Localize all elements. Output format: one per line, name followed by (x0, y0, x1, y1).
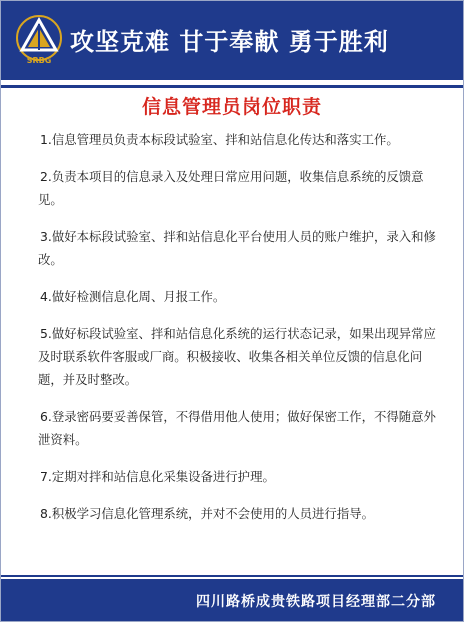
duty-item: 6.登录密码要妥善保管，不得借用他人使用；做好保密工作，不得随意外泄资料。 (38, 409, 436, 447)
duty-item: 2.负责本项目的信息录入及处理日常应用问题，收集信息系统的反馈意见。 (38, 169, 424, 207)
duty-item: 7.定期对拌和站信息化采集设备进行护理。 (40, 469, 275, 484)
duty-item: 5.做好标段试验室、拌和站信息化系统的运行状态记录，如果出现异常应及时联系软件客服或厂商。积极接收、收集各相关单位反馈的信息化问题，并及时整改。 (38, 326, 436, 387)
duty-item: 1.信息管理员负责本标段试验室、拌和站信息化传达和落实工作。 (40, 132, 399, 147)
duty-item: 8.积极学习信息化管理系统，并对不会使用的人员进行指导。 (40, 506, 374, 521)
header-divider-line (0, 85, 464, 88)
duty-item: 4.做好检测信息化周、月报工作。 (40, 289, 226, 304)
footer-divider (0, 575, 464, 577)
duty-item: 3.做好本标段试验室、拌和站信息化平台使用人员的账户维护，录入和修改。 (38, 229, 436, 267)
slogan: 攻坚克难 甘于奉献 勇于胜利 (70, 28, 389, 56)
triangle-emblem-icon (14, 14, 64, 66)
page-title: 信息管理员岗位职责 (141, 96, 322, 118)
duty-list (38, 128, 438, 539)
header-banner (0, 0, 464, 80)
organization-name: 四川路桥成贵铁路项目经理部二分部 (196, 594, 436, 610)
logo-text: SRBG (26, 56, 52, 65)
footer-banner (0, 579, 464, 622)
